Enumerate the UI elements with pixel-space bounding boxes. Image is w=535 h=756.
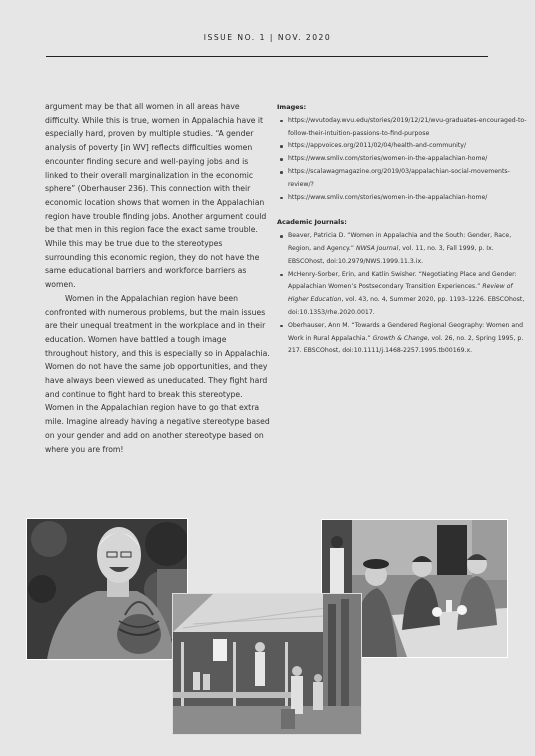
photo-family-at-cabin bbox=[172, 593, 362, 735]
issue-header: ISSUE NO. 1 | NOV. 2020 bbox=[203, 33, 332, 42]
image-source-link[interactable]: https://www.smliv.com/stories/women-in-the-appalachian-home/ bbox=[277, 153, 527, 166]
journals-heading: Academic Journals: bbox=[277, 218, 347, 227]
header-divider bbox=[46, 56, 488, 57]
body-paragraph-1: argument may be that all women in all areas have difficulty. While this is true, women in Appalachia have it especially hard, proven by multiple studies. “A gender analysis of poverty [in WV] reflects difficulties women encounter finding secure and well-paying jobs and is linked to their overall marginalization in the economic sphere” (Oberhauser 236). This connection with their economic location shows that women in the Appalachian region have trouble finding jobs. Another argument could be that men in this region face the exact same trouble. While this may be true due to the stereotypes surrounding this economic region, they do not have the same educational barriers and workforce barriers as women. bbox=[45, 102, 267, 290]
journal-citation: Oberhauser, Ann M. “Towards a Gendered Regional Geography: Women and Work in Rural Appalachia.” Growth & Change, vol. 26, no. 2, Spring 1995, p. 217. EBSCOhost, doi:10.1111/j.1468-2257.1995.tb00169.x. bbox=[277, 320, 527, 358]
image-source-link[interactable]: https://scalawagmagazine.org/2019/03/appalachian-social-movements-review/? bbox=[277, 166, 527, 192]
image-source-link[interactable]: https://www.smliv.com/stories/women-in-the-appalachian-home/ bbox=[277, 192, 527, 205]
journal-citation-list bbox=[277, 230, 527, 358]
body-paragraph-2: Women in the Appalachian region have been confronted with numerous problems, but the main issues are their unequal treatment in the workplace and in their education. Women have battled a tough image throughout history, and this is especially so in Appalachia. Women do not have the same job opportunities, and they have always been viewed as uneducated. They fight hard and continue to fight hard to break this stereotype. Women in the Appalachian region have to go that extra mile. Imagine already having a negative stereotype based on your gender and add on another stereotype based on where you are from! bbox=[45, 293, 270, 454]
journal-citation: McHenry-Sorber, Erin, and Katlin Swisher. “Negotiating Place and Gender: Appalachian Women’s Postsecondary Transition Experiences.” Review of Higher Education, vol. 43, no. 4, Summer 2020, pp. 1193–1226. EBSCOhost, doi:10.1353/rhe.2020.0017. bbox=[277, 269, 527, 320]
article-body bbox=[45, 100, 270, 456]
image-source-list bbox=[277, 115, 527, 205]
images-sources-heading: Images: bbox=[277, 103, 307, 111]
image-source-link[interactable]: https://wvutoday.wvu.edu/stories/2019/12/21/wvu-graduates-encouraged-to-follow-their-intuition-passions-to-find-purpose bbox=[277, 115, 527, 141]
image-source-link[interactable]: https://appvoices.org/2011/02/04/health-and-community/ bbox=[277, 140, 527, 153]
photo-elderly-woman-with-basket bbox=[26, 518, 188, 660]
journal-citation: Beaver, Patricia D. “Women in Appalachia and the South: Gender, Race, Region, and Agency.” NWSA Journal, vol. 11, no. 3, Fall 1999, p. Ix. EBSCOhost, doi:10.2979/NWS.1999.11.3.ix. bbox=[277, 230, 527, 268]
sources-column bbox=[277, 101, 527, 358]
